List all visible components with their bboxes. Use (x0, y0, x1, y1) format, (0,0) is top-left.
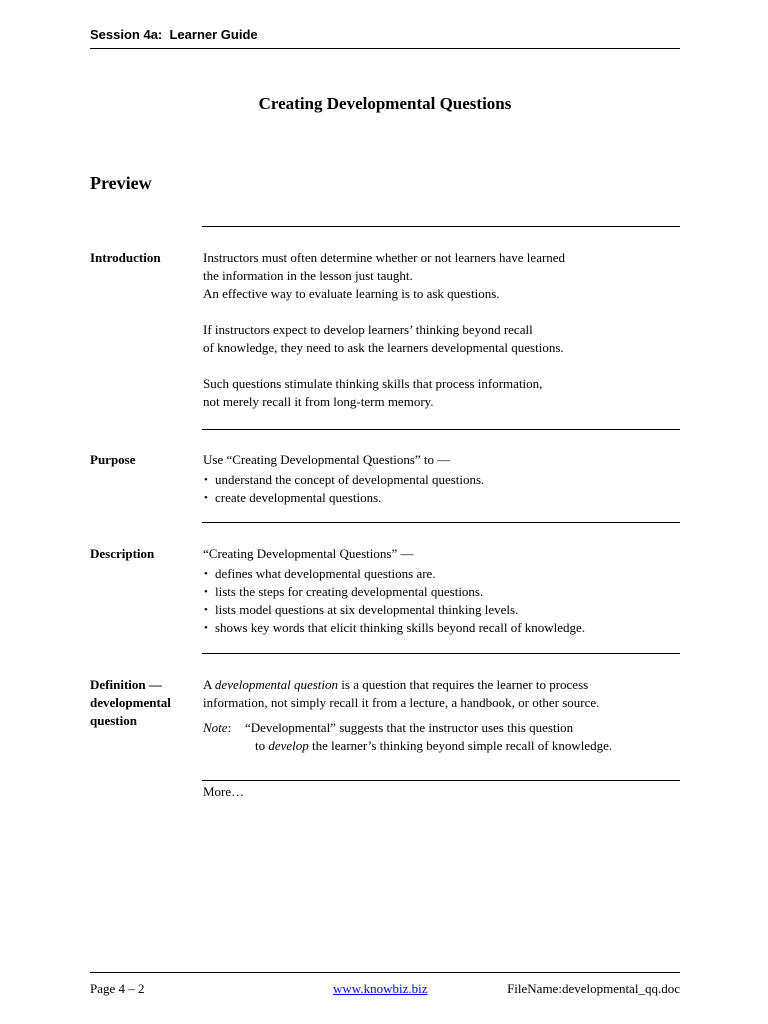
divider-rule (202, 780, 680, 781)
more-continuation: More… (203, 784, 245, 799)
note-label: Note: (203, 720, 232, 735)
document-title: Creating Developmental Questions (258, 94, 512, 113)
running-header: Session 4a: Learner Guide (90, 27, 258, 42)
list-item: • shows key words that elicit thinking skills beyond recall of knowledge. (203, 619, 683, 637)
list-item: • understand the concept of developmental questions. (203, 471, 683, 489)
definition-line: information, not simply recall it from a lecture, a handbook, or other source. (203, 695, 600, 710)
description-label: Description (90, 546, 155, 561)
section-heading-preview: Preview (90, 173, 152, 193)
purpose-lead: Use “Creating Developmental Questions” to — (203, 452, 451, 467)
introduction-line: of knowledge, they need to ask the learners developmental questions. (203, 340, 564, 355)
definition-body (203, 676, 683, 755)
introduction-line: the information in the lesson just taught. (203, 268, 413, 283)
defined-term: developmental question (214, 677, 339, 692)
description-body (203, 545, 683, 637)
description-bullet-list (203, 565, 683, 637)
footer-rule (90, 972, 680, 973)
introduction-line: If instructors expect to develop learners’ thinking beyond recall (203, 322, 533, 337)
purpose-label: Purpose (90, 452, 136, 467)
definition-label-line: question (90, 713, 137, 728)
introduction-line: Instructors must often determine whether or not learners have learned (203, 250, 566, 265)
note (203, 719, 683, 755)
divider-rule (202, 429, 680, 430)
purpose-bullet-list (203, 471, 683, 507)
note-line: to develop the learner’s thinking beyond simple recall of knowledge. (255, 738, 613, 753)
introduction-label: Introduction (90, 250, 161, 265)
introduction-body (203, 249, 683, 411)
page-number: Page 4 – 2 (90, 981, 145, 996)
website-link[interactable]: www.knowbiz.biz (333, 981, 428, 996)
divider-rule (202, 226, 680, 227)
list-item: • lists the steps for creating developmental questions. (203, 583, 683, 601)
introduction-line: Such questions stimulate thinking skills that process information, (203, 376, 543, 391)
header-rule (90, 48, 680, 49)
introduction-line: An effective way to evaluate learning is to ask questions. (203, 286, 500, 301)
definition-label (90, 676, 198, 730)
divider-rule (202, 522, 680, 523)
purpose-body (203, 451, 683, 507)
description-lead: “Creating Developmental Questions” — (203, 546, 414, 561)
definition-line: A developmental question is a question that requires the learner to process (203, 677, 589, 692)
filename-label: FileName:developmental_qq.doc (507, 981, 680, 996)
definition-label-line: Definition — (90, 677, 162, 692)
list-item: • defines what developmental questions are. (203, 565, 683, 583)
list-item: • create developmental questions. (203, 489, 683, 507)
note-line: “Developmental” suggests that the instructor uses this question (245, 720, 574, 735)
list-item: • lists model questions at six developmental thinking levels. (203, 601, 683, 619)
divider-rule (202, 653, 680, 654)
introduction-line: not merely recall it from long-term memory. (203, 394, 434, 409)
definition-label-line: developmental (90, 695, 171, 710)
